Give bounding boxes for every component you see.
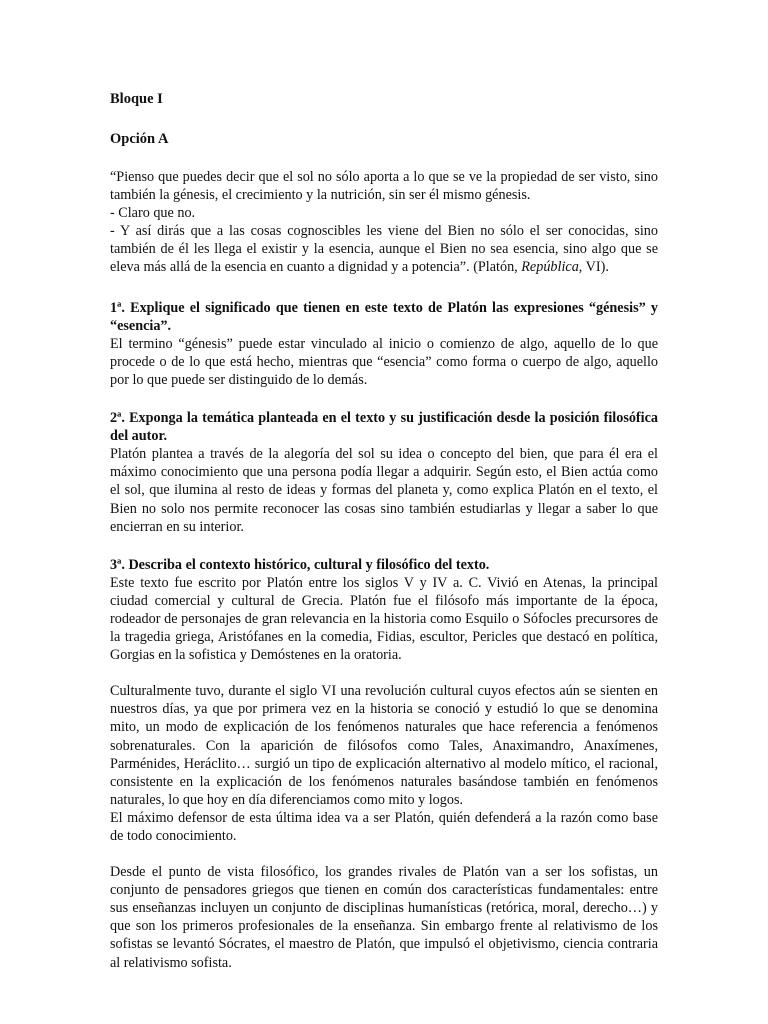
question-3-section bbox=[110, 556, 658, 972]
question-1-section bbox=[110, 299, 658, 389]
block-heading: Bloque I bbox=[110, 91, 163, 107]
quote-line-3-text: - Y así dirás que a las cosas cognoscibles les viene del Bien no sólo el ser conocidas, sino también de él les llega el existir y la esencia, aunque el Bien no sea esencia, sino algo que se eleva más allá de la esencia en cuanto a dignidad y a potencia”. (Platón, bbox=[110, 223, 658, 276]
question-3-paragraph-3: El máximo defensor de esta última idea va a ser Platón, quién defenderá a la razón como base de todo conocimiento. bbox=[110, 809, 658, 844]
paragraph-gap bbox=[110, 664, 658, 682]
quote-line-3 bbox=[110, 222, 658, 276]
question-3-paragraph-2: Culturalmente tuvo, durante el siglo VI una revolución cultural cuyos efectos aún se sienten en nuestros días, ya que por primera vez en la historia se conoció y estudió lo que se denomina mito, un modo de explicación de los fenómenos naturales que hace referencia a fenómenos sobrenaturales. Con la aparición de filósofos como Tales, Anaximandro, Anaxímenes, Parménides, Heráclito… surgió un tipo de explicación alternativo al modelo mítico, el racional, consistente en la explicación de los fenómenos naturales basándose también en fenómenos naturales, lo que hoy en día diferenciamos como mito y logos. bbox=[110, 683, 658, 808]
quote-block bbox=[110, 168, 658, 277]
question-3-paragraph-4: Desde el punto de vista filosófico, los grandes rivales de Platón van a ser los sofistas, un conjunto de pensadores griegos que tienen en común dos características fundamentales: entre sus enseñanzas incluyen un conjunto de disciplinas humanísticas (retórica, moral, derecho…) y que son los primeros profesionales de la enseñanza. Sin embargo frente al relativismo de los sofistas se levantó Sócrates, el maestro de Platón, que impulsó el objetivismo, ciencia contraria al relativismo sofista. bbox=[110, 864, 658, 971]
question-3-paragraph-1: Este texto fue escrito por Platón entre los siglos V y IV a. C. Vivió en Atenas, la principal ciudad comercial y cultural de Grecia. Platón fue el filósofo más importante de la época, rodeador de personajes de gran relevancia en la historia como Esquilo o Sófocles precursores de la tragedia griega, Aristófanes en la comedia, Fidias, escultor, Pericles que destacó en política, Gorgias en la sofistica y Demóstenes en la oratoria. bbox=[110, 574, 658, 664]
quote-source-title: República bbox=[521, 259, 579, 276]
question-2-title: 2ª. Exponga la temática planteada en el texto y su justificación desde la posición filosófica del autor. bbox=[110, 410, 658, 445]
quote-line-2: - Claro que no. bbox=[110, 205, 196, 222]
question-1-answer: El termino “génesis” puede estar vinculado al inicio o comienzo de algo, aquello de lo que procede o de lo que está hecho, mientras que “esencia” como forma o cuerpo de algo, aquello por lo que puede ser distinguido de lo demás. bbox=[110, 335, 658, 388]
paragraph-gap bbox=[110, 845, 658, 863]
quote-line-1: “Pienso que puedes decir que el sol no sólo aporta a lo que se ve la propiedad de ser visto, sino también la génesis, el crecimiento y la nutrición, sin ser él mismo génesis. bbox=[110, 169, 658, 204]
question-3-title: 3ª. Describa el contexto histórico, cultural y filosófico del texto. bbox=[110, 556, 490, 573]
question-1-title: 1ª. Explique el significado que tienen en este texto de Platón las expresiones “génesis” y “esencia”. bbox=[110, 299, 658, 334]
question-2-answer: Platón plantea a través de la alegoría del sol su idea o concepto del bien, que para él era el máximo conocimiento que una persona podía llegar a adquirir. Según esto, el Bien actúa como el sol, que ilumina al resto de ideas y formas del planeta y, como explica Platón en el texto, el Bien no solo nos permite reconocer las cosas sino también estudiarlas y llegar a saber lo que encierran en su interior. bbox=[110, 446, 658, 535]
question-2-section bbox=[110, 409, 658, 536]
option-heading: Opción A bbox=[110, 131, 169, 147]
quote-line-3-end: , VI). bbox=[578, 259, 609, 276]
